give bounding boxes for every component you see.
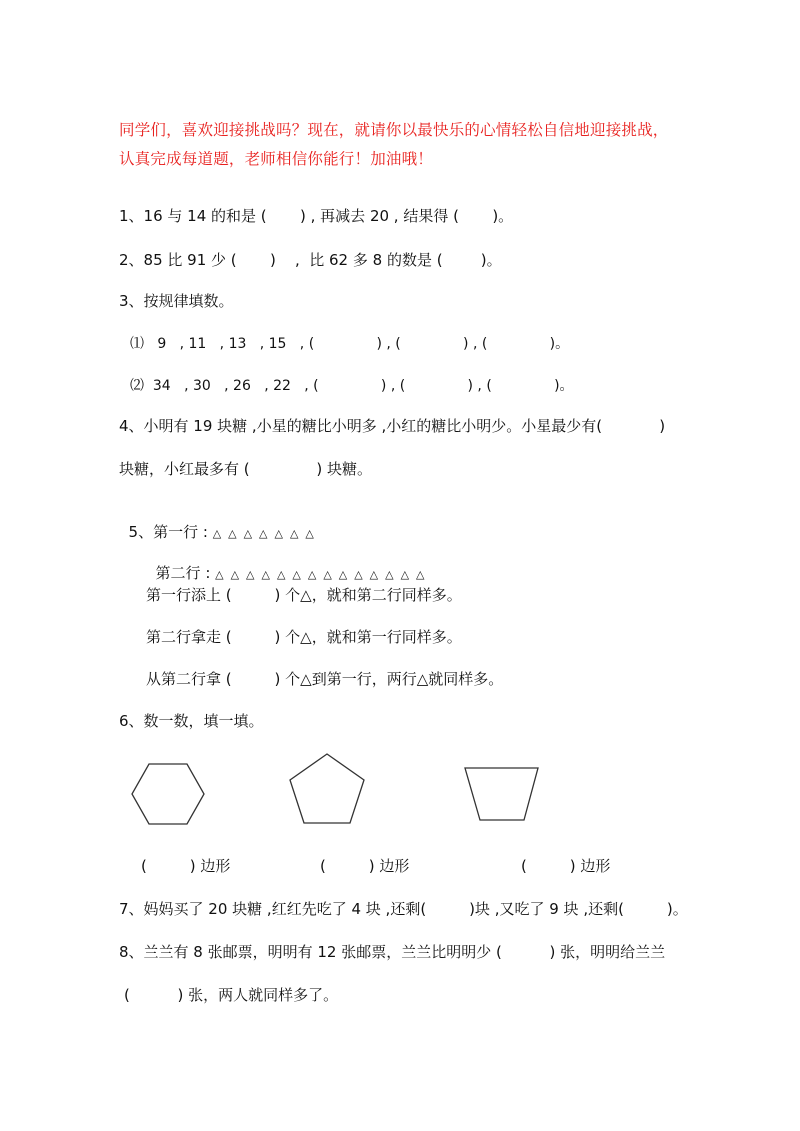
question-6-title: 6、数一数，填一填。 [119,712,264,730]
question-5-line-4: 第二行拿走 ( ) 个△，就和第一行同样多。 [146,628,462,646]
question-5-line-3: 第一行添上 ( ) 个△，就和第二行同样多。 [146,586,462,604]
question-8-line-2: ( ) 张，两人就同样多了。 [124,986,339,1004]
intro-line-1: 同学们，喜欢迎接挑战吗？现在，就请你以最快乐的心情轻松自信地迎接挑战， [119,121,669,139]
triangle-marks-row-2: △ △ △ △ △ △ △ △ △ △ △ △ △ △ [215,568,425,581]
question-4-line-2: 块糖，小红最多有 ( ) 块糖。 [119,460,372,478]
question-3-row-1: ⑴ 9 , 11 , 13 , 15 , ( ) , ( ) , ( )。 [130,336,570,352]
question-1: 1、16 与 14 的和是 ( ) , 再减去 20 , 结果得 ( )。 [119,207,514,225]
shape-answer-1: ( ) 边形 [141,857,231,875]
triangle-marks-row-1: △ △ △ △ △ △ △ [212,527,314,540]
question-3-row-2: ⑵ 34 , 30 , 26 , 22 , ( ) , ( ) , ( )。 [130,378,574,394]
question-2: 2、85 比 91 少 ( ) , 比 62 多 8 的数是 ( )。 [119,251,502,269]
question-4-line-1: 4、小明有 19 块糖 ,小星的糖比小明多 ,小红的糖比小明少。小星最少有( ) [119,417,666,435]
question-7: 7、妈妈买了 20 块糖 ,红红先吃了 4 块 ,还剩( )块 ,又吃了 9 块 ,还剩( )。 [119,900,688,918]
row-2-label: 第二行 : [155,564,211,582]
pentagon-shape [288,752,366,826]
shape-answer-2: ( ) 边形 [320,857,410,875]
trapezoid-shape [463,766,541,822]
question-3-title: 3、按规律填数。 [119,292,234,310]
intro-line-2: 认真完成每道题，老师相信你能行！加油哦！ [119,150,434,168]
question-8-line-1: 8、兰兰有 8 张邮票，明明有 12 张邮票，兰兰比明明少 ( ) 张，明明给兰兰 [119,943,666,961]
question-5-row-1 [119,502,314,544]
row-1-label: 5、第一行 : [128,523,208,541]
shape-answer-3: ( ) 边形 [521,857,611,875]
question-5-line-5: 从第二行拿 ( ) 个△到第一行，两行△就同样多。 [146,670,504,688]
question-5-row-2 [146,543,425,585]
hexagon-shape [130,762,206,826]
